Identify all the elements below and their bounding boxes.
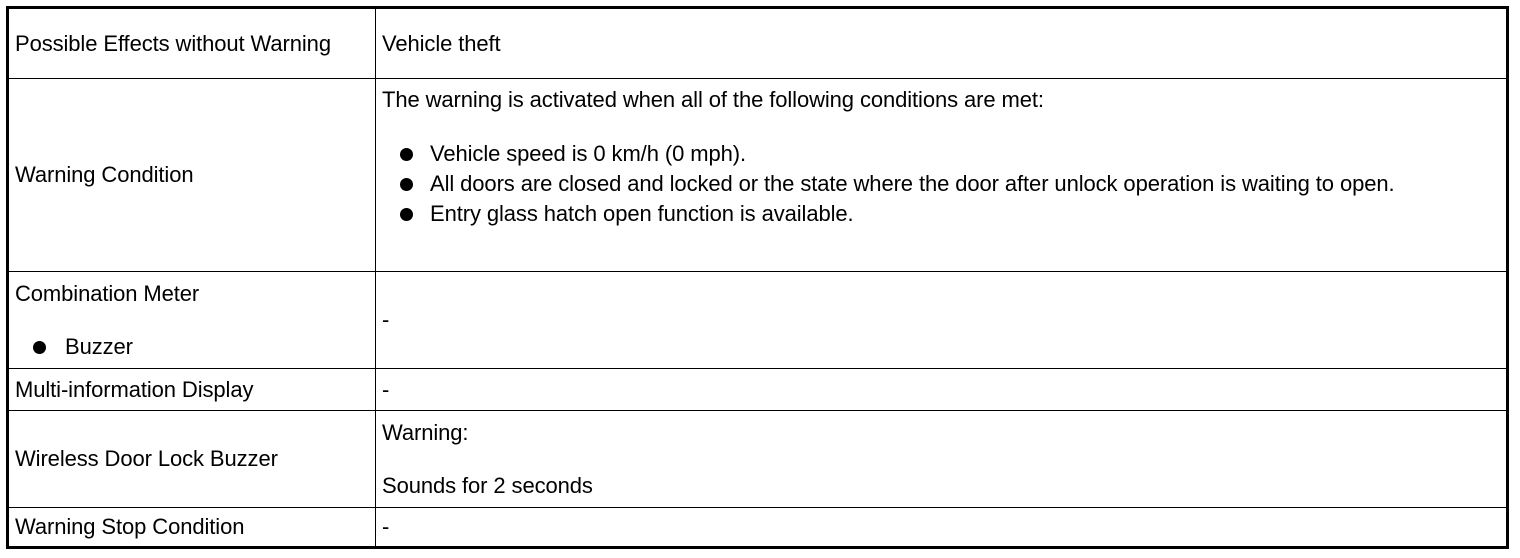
row-value	[376, 411, 1508, 508]
list-item: Vehicle speed is 0 km/h (0 mph).	[382, 139, 1500, 169]
condition-intro: The warning is activated when all of the following conditions are met:	[382, 87, 1044, 112]
meter-sub-list	[15, 332, 369, 362]
buzzer-warning-detail: Sounds for 2 seconds	[382, 472, 593, 498]
table-row-warning-condition	[8, 79, 1508, 272]
combination-meter-label: Combination Meter	[15, 280, 200, 306]
row-value	[376, 79, 1508, 272]
buzzer-warning-label: Warning:	[382, 419, 469, 445]
row-label	[8, 272, 376, 369]
row-label: Warning Condition	[8, 79, 376, 272]
table-row-effects	[8, 8, 1508, 79]
table-row-combination-meter	[8, 272, 1508, 369]
row-label: Multi-information Display	[8, 369, 376, 411]
list-item: All doors are closed and locked or the state where the door after unlock operation is waiting to open.	[382, 169, 1500, 199]
row-label: Possible Effects without Warning	[8, 8, 376, 79]
row-value: -	[376, 272, 1508, 369]
list-item: Buzzer	[15, 332, 369, 362]
table-row-mid	[8, 369, 1508, 411]
row-label: Warning Stop Condition	[8, 508, 376, 548]
table-row-stop-condition	[8, 508, 1508, 548]
row-value: Vehicle theft	[376, 8, 1508, 79]
row-value: -	[376, 508, 1508, 548]
row-value: -	[376, 369, 1508, 411]
condition-list	[382, 139, 1500, 229]
list-item: Entry glass hatch open function is available.	[382, 199, 1500, 229]
warning-spec-table	[6, 6, 1509, 549]
table-row-wireless-buzzer	[8, 411, 1508, 508]
row-label: Wireless Door Lock Buzzer	[8, 411, 376, 508]
